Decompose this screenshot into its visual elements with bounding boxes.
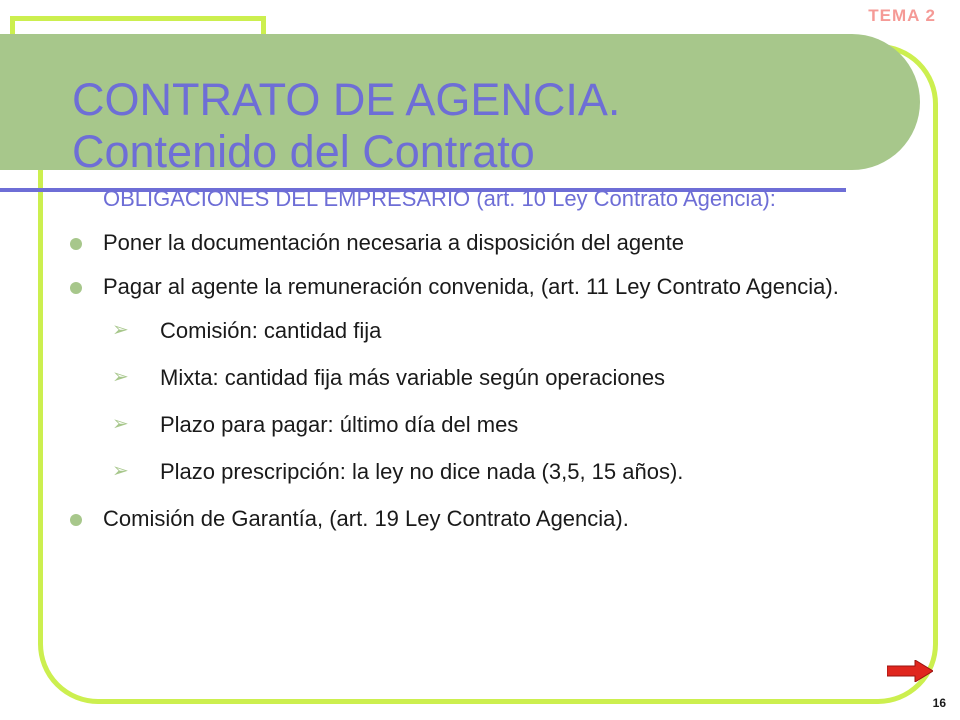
sub-list-item bbox=[70, 364, 908, 391]
intro-heading: OBLIGACIONES DEL EMPRESARIO (art. 10 Ley Contrato Agencia): bbox=[103, 186, 776, 211]
topic-tag: TEMA 2 bbox=[868, 6, 936, 25]
list-item-text: Comisión de Garantía, (art. 19 Ley Contrato Agencia). bbox=[103, 506, 629, 531]
title-line-1: CONTRATO DE AGENCIA. bbox=[72, 74, 621, 125]
list-item bbox=[70, 505, 908, 532]
sub-list-item-text: Plazo para pagar: último día del mes bbox=[160, 412, 519, 437]
sub-list-item bbox=[70, 458, 908, 485]
arrow-icon: ➢ bbox=[112, 460, 129, 482]
slide-content bbox=[70, 185, 908, 549]
page-number: 16 bbox=[932, 696, 946, 710]
dot-icon bbox=[70, 238, 82, 250]
sub-list-item-text: Plazo prescripción: la ley no dice nada (3,5, 15 años). bbox=[160, 459, 684, 484]
sub-list-item bbox=[70, 411, 908, 438]
dot-icon bbox=[70, 514, 82, 526]
list-item-text: Pagar al agente la remuneración convenida, (art. 11 Ley Contrato Agencia). bbox=[103, 274, 839, 299]
sub-list-item bbox=[70, 317, 908, 344]
arrow-icon: ➢ bbox=[112, 319, 129, 341]
list-item-text: Poner la documentación necesaria a disposición del agente bbox=[103, 230, 684, 255]
sub-list-item-text: Comisión: cantidad fija bbox=[160, 318, 382, 343]
list-item bbox=[70, 273, 908, 300]
title-line-2: Contenido del Contrato bbox=[72, 126, 535, 177]
next-arrow-icon[interactable] bbox=[887, 660, 933, 682]
title-band bbox=[0, 34, 920, 177]
slide-title bbox=[72, 74, 852, 178]
arrow-icon: ➢ bbox=[112, 413, 129, 435]
sub-list-item-text: Mixta: cantidad fija más variable según operaciones bbox=[160, 365, 666, 390]
list-item bbox=[70, 229, 908, 256]
arrow-icon: ➢ bbox=[112, 366, 129, 388]
dot-icon bbox=[70, 282, 82, 294]
